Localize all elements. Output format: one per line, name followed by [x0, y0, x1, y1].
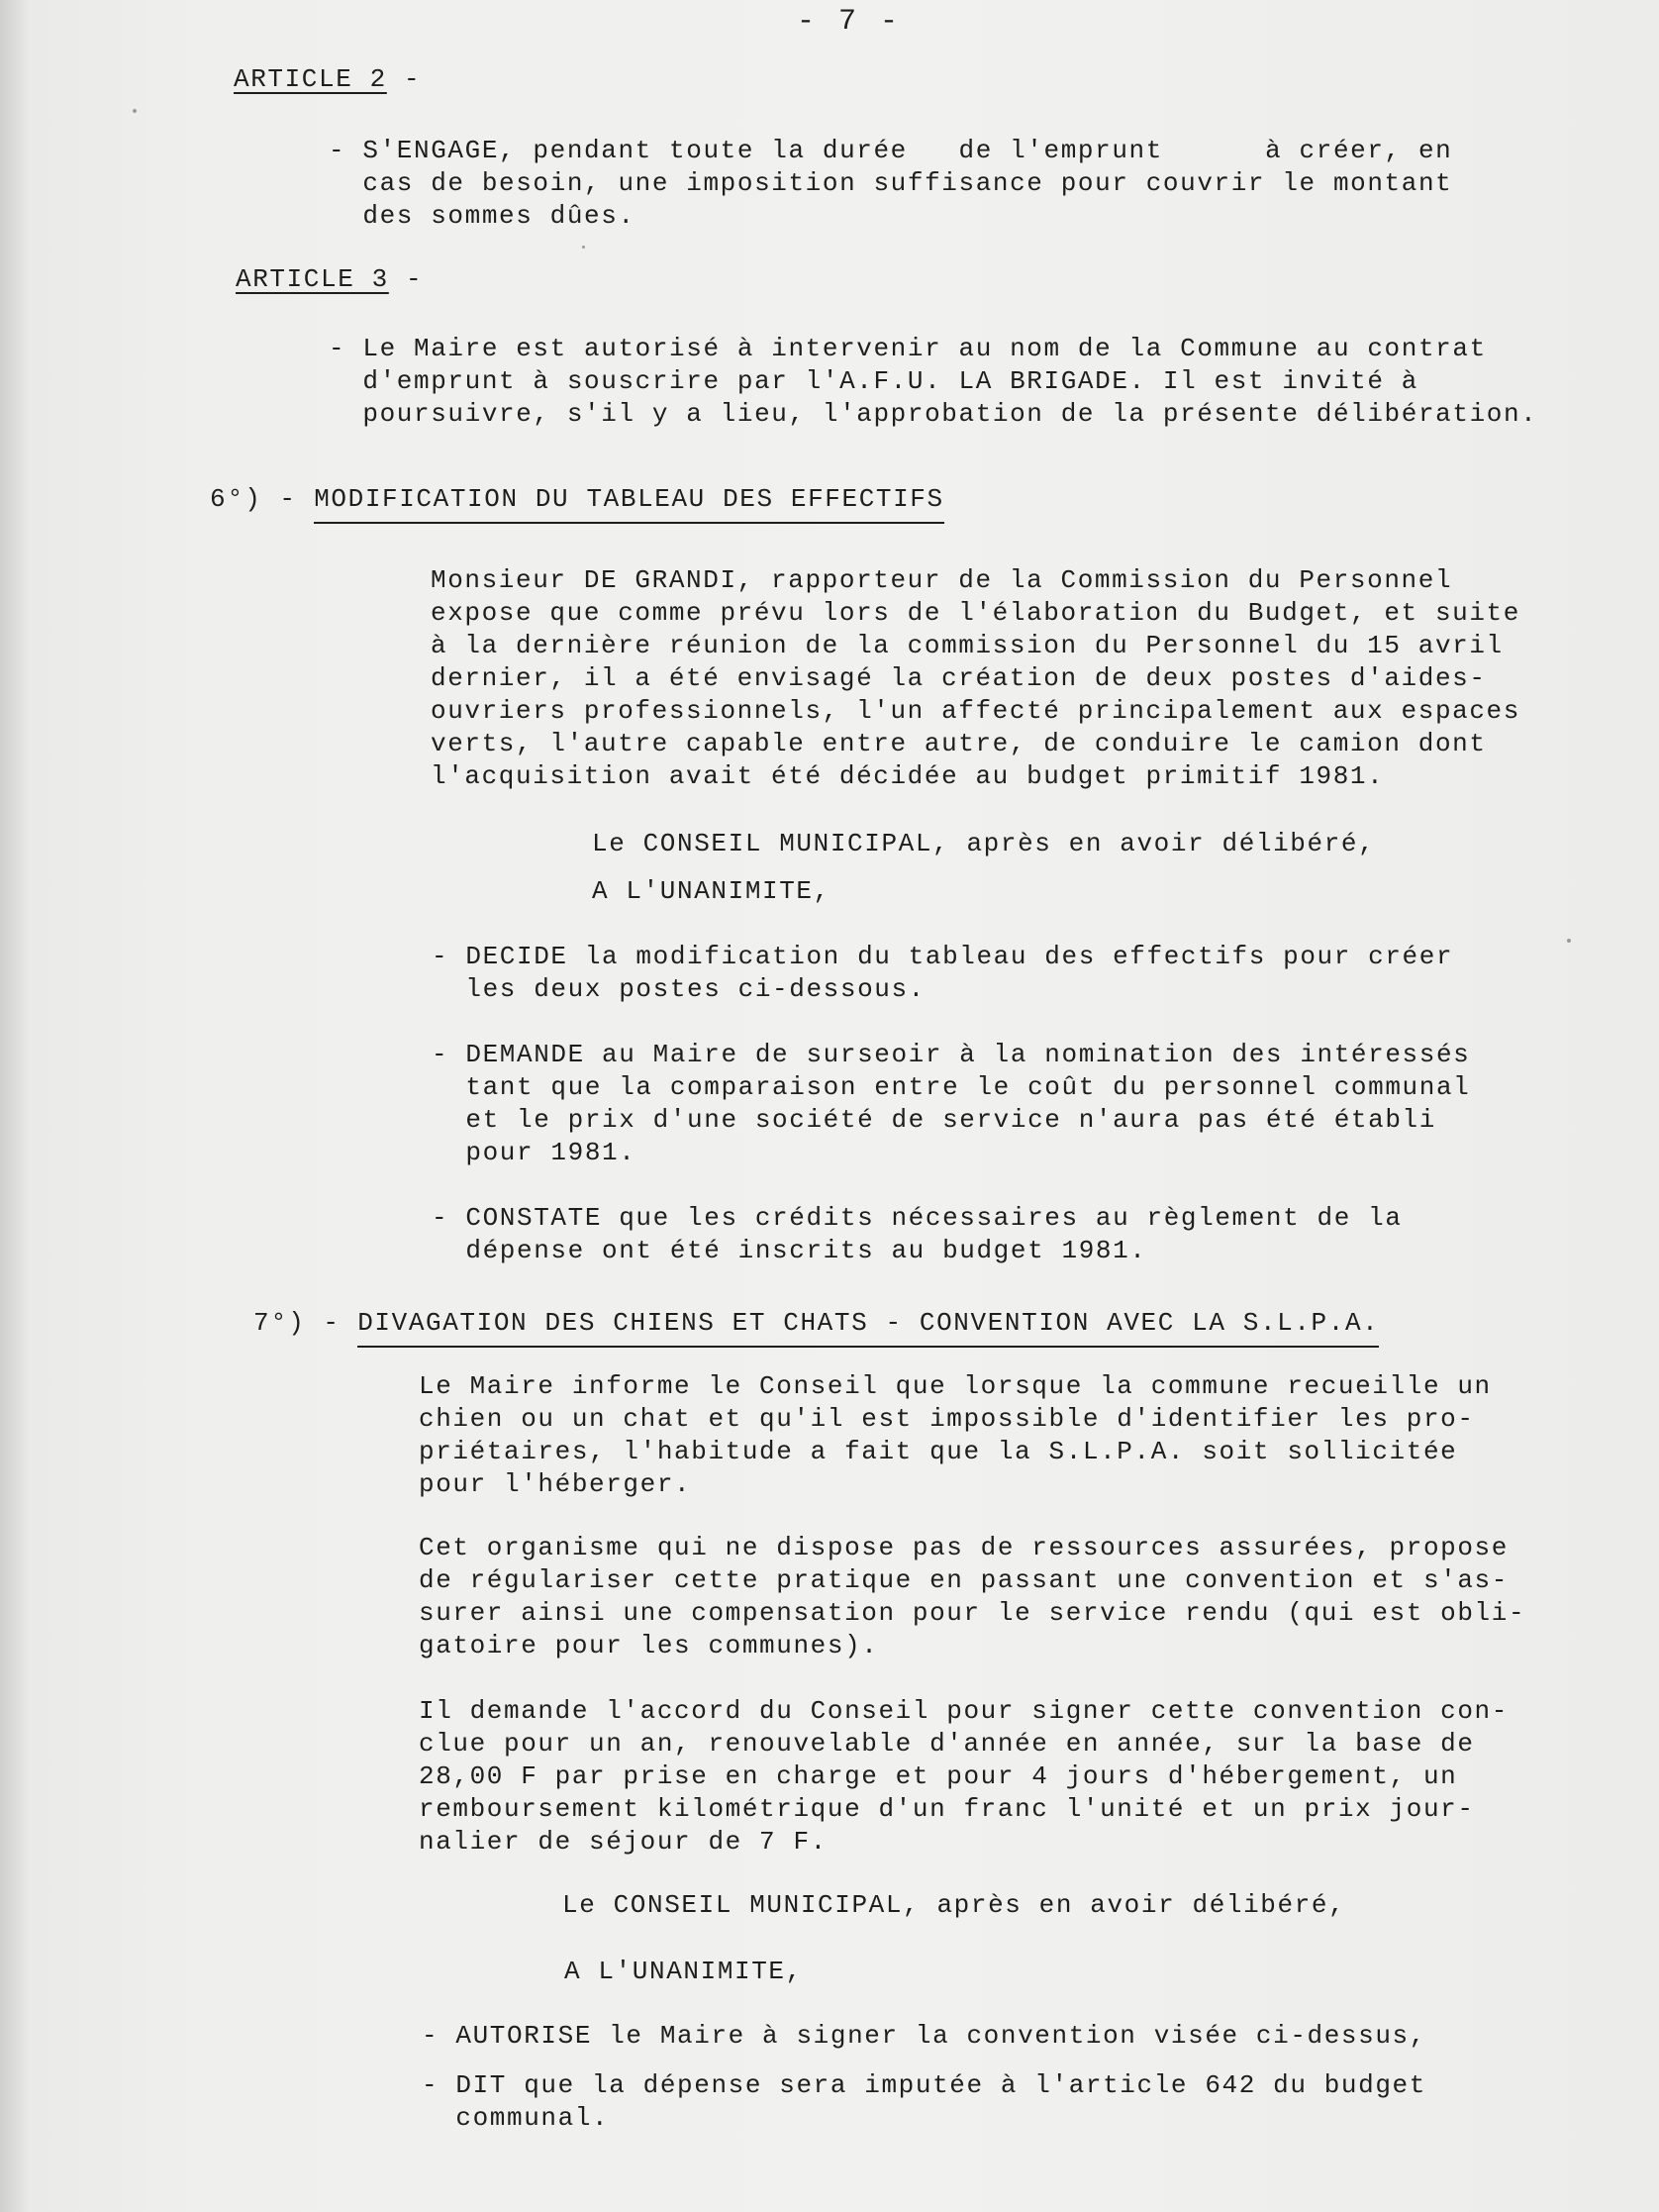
paragraph-line: nalier de séjour de 7 F.	[419, 1827, 828, 1857]
article-2-line: - S'ENGAGE, pendant toute la durée de l'emprunt à créer, en	[329, 136, 1453, 165]
paper-speck	[133, 109, 137, 113]
article-2-heading	[234, 63, 421, 96]
section-7-unanimity: A L'UNANIMITE,	[564, 1957, 803, 1986]
section-7-title: DIVAGATION DES CHIENS ET CHATS - CONVENTION AVEC LA S.L.P.A.	[357, 1307, 1379, 1348]
demande-line: tant que la comparaison entre le coût du personnel communal	[432, 1072, 1471, 1102]
section-7-paragraph-3	[419, 1695, 1509, 1859]
demande-line: pour 1981.	[432, 1138, 636, 1167]
section-6-paragraph	[431, 564, 1520, 793]
dit-line: - DIT que la dépense sera imputée à l'article 642 du budget	[422, 2070, 1426, 2100]
paper-speck	[1567, 939, 1571, 943]
paragraph-line: clue pour un an, renouvelable d'année en année, sur la base de	[419, 1729, 1475, 1759]
article-3-line: - Le Maire est autorisé à intervenir au nom de la Commune au contrat	[329, 334, 1487, 363]
article-3-line: poursuivre, s'il y a lieu, l'approbation de la présente délibération.	[329, 399, 1538, 429]
constate-line: dépense ont été inscrits au budget 1981.	[432, 1236, 1147, 1265]
section-6-heading	[210, 483, 944, 524]
section-7-paragraph-1	[419, 1370, 1492, 1501]
article-3-heading	[236, 263, 423, 296]
section-7-heading	[253, 1307, 1379, 1348]
demande-line: et le prix d'une société de service n'aura pas été établi	[432, 1105, 1436, 1135]
article-3-body	[329, 333, 1537, 431]
section-6-unanimity: A L'UNANIMITE,	[592, 876, 830, 906]
section-7-autorise: - AUTORISE le Maire à signer la convention visée ci-dessus,	[422, 2021, 1426, 2051]
section-6-title: MODIFICATION DU TABLEAU DES EFFECTIFS	[314, 483, 944, 524]
paragraph-line: à la dernière réunion de la commission du Personnel du 15 avril	[431, 631, 1504, 660]
paragraph-line: 28,00 F par prise en charge et pour 4 jours d'hébergement, un	[419, 1761, 1458, 1791]
article-3-dash: -	[406, 264, 424, 294]
section-7-number: 7°) -	[253, 1308, 342, 1338]
paragraph-line: dernier, il a été envisagé la création de deux postes d'aides-	[431, 663, 1487, 693]
paper-speck	[582, 246, 585, 249]
demande-line: - DEMANDE au Maire de surseoir à la nomination des intéressés	[432, 1040, 1471, 1069]
paragraph-line: priétaires, l'habitude a fait que la S.L.P.A. soit sollicitée	[419, 1437, 1458, 1466]
paragraph-line: ouvriers professionnels, l'un affecté principalement aux espaces	[431, 696, 1520, 726]
section-6-number: 6°) -	[210, 484, 298, 514]
section-7-paragraph-2	[419, 1532, 1525, 1662]
article-2-body	[329, 135, 1452, 233]
paragraph-line: remboursement kilométrique d'un franc l'unité et un prix jour-	[419, 1794, 1475, 1824]
section-6-demande	[432, 1039, 1470, 1169]
article-3-line: d'emprunt à souscrire par l'A.F.U. LA BRIGADE. Il est invité à	[329, 366, 1418, 396]
article-2-line: cas de besoin, une imposition suffisance pour couvrir le montant	[329, 168, 1453, 198]
dit-line: communal.	[422, 2103, 610, 2133]
page-number: - 7 -	[797, 5, 902, 39]
article-2-title: ARTICLE 2	[234, 64, 387, 94]
section-7-council: Le CONSEIL MUNICIPAL, après en avoir délibéré,	[562, 1890, 1346, 1920]
paragraph-line: de régulariser cette pratique en passant une convention et s'as-	[419, 1565, 1509, 1595]
paragraph-line: surer ainsi une compensation pour le service rendu (qui est obli-	[419, 1598, 1526, 1628]
paragraph-line: l'acquisition avait été décidée au budget primitif 1981.	[431, 761, 1385, 791]
article-2-dash: -	[404, 64, 422, 94]
decide-line: les deux postes ci-dessous.	[432, 974, 926, 1004]
paragraph-line: expose que comme prévu lors de l'élaboration du Budget, et suite	[431, 598, 1520, 628]
section-6-decide	[432, 941, 1453, 1006]
section-6-constate	[432, 1202, 1403, 1267]
paragraph-line: chien ou un chat et qu'il est impossible d'identifier les pro-	[419, 1404, 1475, 1434]
paragraph-line: pour l'héberger.	[419, 1469, 692, 1499]
constate-line: - CONSTATE que les crédits nécessaires au règlement de la	[432, 1203, 1403, 1233]
section-7-dit	[422, 2069, 1426, 2135]
paragraph-line: Le Maire informe le Conseil que lorsque la commune recueille un	[419, 1371, 1492, 1401]
paragraph-line: Cet organisme qui ne dispose pas de ressources assurées, propose	[419, 1533, 1509, 1562]
section-6-council: Le CONSEIL MUNICIPAL, après en avoir délibéré,	[592, 829, 1376, 858]
article-3-title: ARTICLE 3	[236, 264, 389, 294]
paragraph-line: Il demande l'accord du Conseil pour signer cette convention con-	[419, 1696, 1509, 1726]
paragraph-line: Monsieur DE GRANDI, rapporteur de la Commission du Personnel	[431, 565, 1453, 595]
paragraph-line: gatoire pour les communes).	[419, 1631, 879, 1660]
paragraph-line: verts, l'autre capable entre autre, de conduire le camion dont	[431, 729, 1487, 758]
article-2-line: des sommes dûes.	[329, 201, 635, 231]
decide-line: - DECIDE la modification du tableau des effectifs pour créer	[432, 942, 1454, 971]
